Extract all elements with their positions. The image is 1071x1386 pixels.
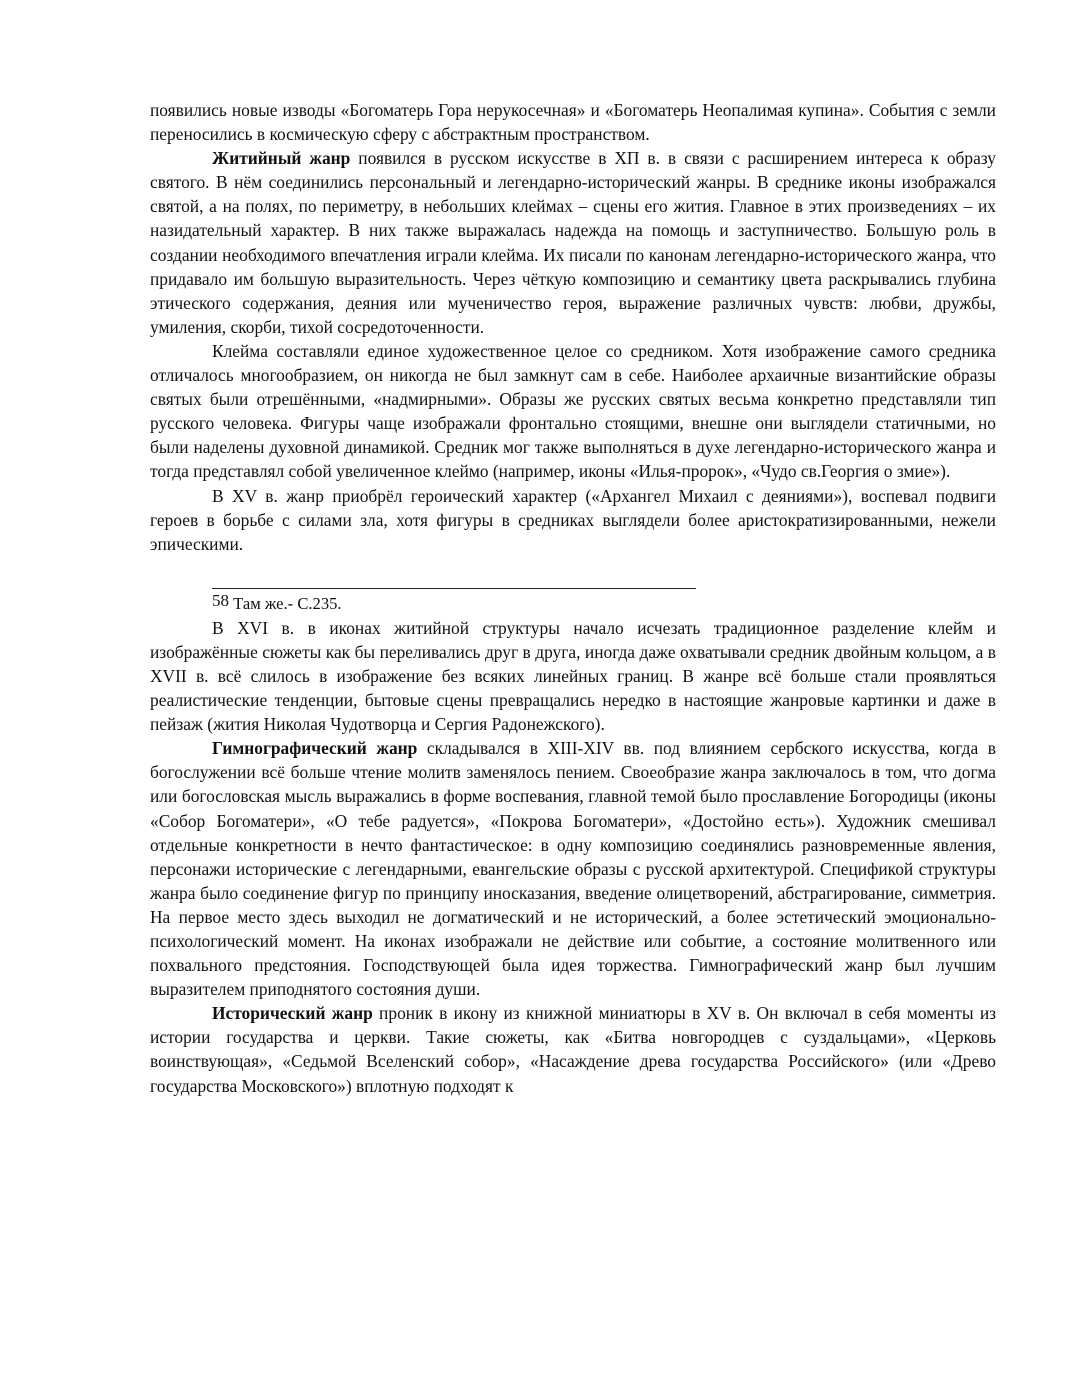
document-page xyxy=(150,98,996,1098)
footnote-separator xyxy=(212,588,696,589)
footnote-text: Там же.- С.235. xyxy=(229,593,342,613)
paragraph-6-text: складывался в XIII-XIV вв. под влиянием сербского искусства, когда в богослужении всё больше чтение молитв заменялось пением. Своеобразие жанра заключалось в том, что догма или богословская мысль выражались в форме воспевания, главной темой было прославление Богородицы (иконы «Собор Богоматери», «О тебе радуется», «Покрова Богоматери», «Достойно есть»). Художник смешивал отдельные конкретности в нечто фантастическое: в одну композицию соединялись разновременные явления, персонажи исторические с легендарными, евангельские образы с русской архитектурой. Спецификой структуры жанра было соединение фигур по принципу иносказания, введение олицетворений, абстрагирование, симметрия. На первое место здесь выходил не догматический и не исторический, а более эстетический эмоционально-психологический момент. На иконах изображали не действие или событие, а состояние молитвенного или похвального предстояния. Господствующей была идея торжества. Гимнографический жанр был лучшим выразителем приподнятого состояния души. xyxy=(150,738,996,1000)
paragraph-7 xyxy=(150,1001,996,1097)
paragraph-2 xyxy=(150,146,996,339)
paragraph-6 xyxy=(150,736,996,1001)
spacer xyxy=(150,556,996,580)
paragraph-3 xyxy=(150,339,996,484)
paragraph-7-text: проник в икону из книжной миниатюры в XV в. Он включал в себя моменты из истории государства и церкви. Такие сюжеты, как «Битва новгородцев с суздальцами», «Церковь воинствующая», «Седьмой Вселенский собор», «Насаждение древа государства Российского» (или «Древо государства Московского») вплотную подходят к xyxy=(150,1003,996,1096)
paragraph-2-text: появился в русском искусстве в ХП в. в связи с расширением интереса к образу святого. В нём соединились персональный и легендарно-исторический жанры. В среднике иконы изображался святой, а на полях, по периметру, в небольших клеймах – сцены его жития. Главное в этих произведениях – их назидательный характер. В них также выражалась надежда на помощь и заступничество. Большую роль в создании необходимого впечатления играли клейма. Их писали по канонам легендарно-исторического жанра, что придавало им большую выразительность. Через чёткую композицию и семантику цвета раскрывались глубина этического содержания, деяния или мученичество героя, выражение различных чувств: любви, дружбы, умиления, скорби, тихой сосредоточенности. xyxy=(150,148,996,337)
paragraph-1-text: появились новые изводы «Богоматерь Гора нерукосечная» и «Богоматерь Неопалимая купина». События с земли переносились в космическую сферу с абстрактным пространством. xyxy=(150,100,996,145)
genre-term-istorichesky: Исторический жанр xyxy=(212,1003,373,1024)
paragraph-5-text: В XVI в. в иконах житийной структуры начало исчезать традиционное разделение клейм и изображённые сюжеты как бы переливались друг в друга, иногда даже охватывали средник двойным кольцом, а в XVII в. всё слилось в изображение без всяких линейных границ. В жанре всё больше стали проявляться реалистические тенденции, бытовые сцены превращались нередко в настоящие жанровые картинки и даже в пейзаж (жития Николая Чудотворца и Сергия Радонежского). xyxy=(150,617,996,735)
paragraph-4 xyxy=(150,484,996,556)
paragraph-3-text: Клейма составляли единое художественное целое со средником. Хотя изображение самого средника отличалось многообразием, он никогда не был замкнут сам в себе. Наиболее архаичные византийские образы святых были отрешёнными, «надмирными». Образы же русских святых весьма конкретно представляли тип русского человека. Фигуры чаще изображали фронтально стоящими, внешне они выглядели статичными, но были наделены духовной динамикой. Средник мог также выполняться в духе легендарно-исторического жанра и тогда представлял собой увеличенное клеймо (например, иконы «Илья-пророк», «Чудо св.Георгия о змие»). xyxy=(150,340,996,482)
paragraph-4-text: В XV в. жанр приобрёл героический характер («Архангел Михаил с деяниями»), воспевал подвиги героев в борьбе с силами зла, хотя фигуры в средниках выглядели более аристократизированными, нежели эпическими. xyxy=(150,485,996,554)
genre-term-gimnografichesky: Гимнографический жанр xyxy=(212,738,418,759)
footnote xyxy=(150,590,996,615)
footnote-number: 58 xyxy=(212,590,229,610)
paragraph-1 xyxy=(150,98,996,146)
genre-term-zhitiyny: Житийный жанр xyxy=(212,148,351,169)
paragraph-5 xyxy=(150,616,996,736)
